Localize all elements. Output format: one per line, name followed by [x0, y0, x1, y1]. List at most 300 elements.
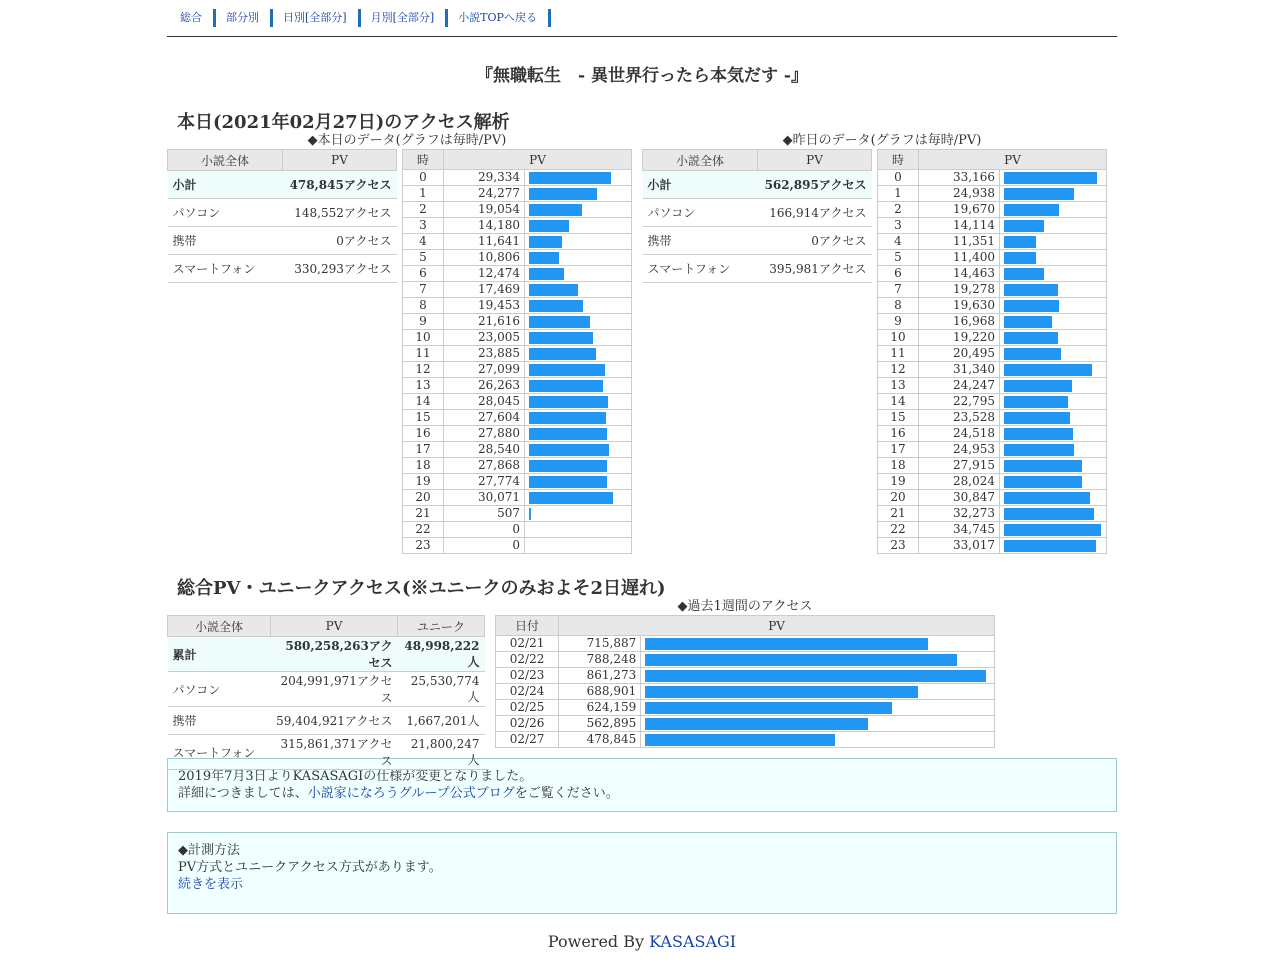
hour-cell: 9 — [878, 314, 919, 330]
summary-row — [168, 171, 397, 199]
pv-bar — [529, 492, 613, 504]
pv-bar — [1004, 348, 1061, 360]
pv-cell: 11,351 — [919, 234, 1000, 250]
pv-bar — [1004, 204, 1059, 216]
hour-row — [403, 282, 632, 298]
bar-cell — [525, 458, 632, 474]
totals-pv: 580,258,263アクセス — [271, 637, 398, 672]
weekly-pv-bar — [645, 670, 986, 682]
pv-cell: 22,795 — [919, 394, 1000, 410]
totals-unique: 25,530,774人 — [398, 672, 485, 707]
bar-cell — [641, 732, 995, 748]
hour-row — [403, 170, 632, 186]
hour-row — [878, 250, 1107, 266]
pv-bar — [529, 268, 564, 280]
totals-unique: 21,800,247人 — [398, 735, 485, 770]
pv-cell: 17,469 — [444, 282, 525, 298]
official-blog-link[interactable]: 小説家になろうグループ公式ブログ — [307, 786, 515, 801]
daily-tables — [167, 132, 1117, 562]
bar-cell — [1000, 426, 1107, 442]
hour-cell: 12 — [403, 362, 444, 378]
pv-bar — [1004, 364, 1092, 376]
pv-cell: 19,278 — [919, 282, 1000, 298]
bar-cell — [525, 378, 632, 394]
hour-row — [878, 186, 1107, 202]
hour-row — [403, 474, 632, 490]
nav-item[interactable]: 日別[全部分] — [278, 9, 361, 27]
hour-row — [403, 378, 632, 394]
hour-cell: 2 — [403, 202, 444, 218]
hour-row — [878, 314, 1107, 330]
bar-cell — [525, 490, 632, 506]
notice-line2 — [178, 785, 1106, 802]
bar-cell — [1000, 506, 1107, 522]
totals-unique: 1,667,201人 — [398, 707, 485, 735]
header-pv: PV — [283, 150, 397, 171]
pv-cell: 11,400 — [919, 250, 1000, 266]
bar-cell — [1000, 330, 1107, 346]
hour-cell: 19 — [878, 474, 919, 490]
date-cell: 02/21 — [496, 636, 559, 652]
hour-row — [878, 330, 1107, 346]
totals-label: パソコン — [168, 672, 271, 707]
pv-cell: 27,915 — [919, 458, 1000, 474]
weekly-pv-bar — [645, 654, 957, 666]
hour-row — [403, 458, 632, 474]
weekly-block — [495, 598, 995, 748]
pv-bar — [1004, 300, 1059, 312]
summary-value: 166,914アクセス — [758, 199, 872, 227]
summary-label: パソコン — [168, 199, 283, 227]
hour-row — [403, 410, 632, 426]
pv-cell: 28,540 — [444, 442, 525, 458]
pv-bar — [1004, 428, 1073, 440]
header-date: 日付 — [496, 616, 559, 636]
hour-cell: 15 — [878, 410, 919, 426]
hour-row — [878, 202, 1107, 218]
pv-cell: 562,895 — [559, 716, 641, 732]
pv-bar — [1004, 236, 1036, 248]
hour-row — [878, 442, 1107, 458]
pv-cell: 0 — [444, 522, 525, 538]
pv-bar — [1004, 332, 1058, 344]
pv-cell: 27,868 — [444, 458, 525, 474]
pv-cell: 861,273 — [559, 668, 641, 684]
bar-cell — [1000, 394, 1107, 410]
hour-row — [878, 538, 1107, 554]
hour-row — [403, 314, 632, 330]
measurement-body: PV方式とユニークアクセス方式があります。 — [178, 860, 442, 875]
hour-cell: 14 — [878, 394, 919, 410]
hour-row — [878, 490, 1107, 506]
header-pv: PV — [919, 150, 1107, 170]
summary-label: 小計 — [643, 171, 758, 199]
hour-row — [878, 266, 1107, 282]
hour-row — [878, 282, 1107, 298]
bar-cell — [1000, 378, 1107, 394]
pv-cell: 16,968 — [919, 314, 1000, 330]
summary-value: 148,552アクセス — [283, 199, 397, 227]
summary-label: 小計 — [168, 171, 283, 199]
hour-cell: 4 — [878, 234, 919, 250]
pv-bar — [529, 428, 607, 440]
header-hour: 時 — [878, 150, 919, 170]
bar-cell — [525, 282, 632, 298]
pv-bar — [529, 348, 596, 360]
summary-row — [643, 227, 872, 255]
hour-row — [403, 266, 632, 282]
bar-cell — [1000, 474, 1107, 490]
today-hourly-table — [402, 149, 632, 554]
hour-row — [403, 394, 632, 410]
totals-pv: 204,991,971アクセス — [271, 672, 398, 707]
nav-item[interactable]: 月別[全部分] — [366, 9, 449, 27]
pv-cell: 788,248 — [559, 652, 641, 668]
top-nav — [167, 0, 1117, 37]
hour-row — [878, 362, 1107, 378]
bar-cell — [525, 474, 632, 490]
hour-cell: 12 — [878, 362, 919, 378]
pv-cell: 23,885 — [444, 346, 525, 362]
summary-value: 562,895アクセス — [758, 171, 872, 199]
hour-cell: 20 — [878, 490, 919, 506]
bar-cell — [525, 506, 632, 522]
hour-row — [878, 218, 1107, 234]
summary-row — [643, 199, 872, 227]
hour-cell: 17 — [403, 442, 444, 458]
bar-cell — [1000, 202, 1107, 218]
bar-cell — [641, 684, 995, 700]
pv-cell: 33,017 — [919, 538, 1000, 554]
pv-cell: 24,518 — [919, 426, 1000, 442]
pv-cell: 688,901 — [559, 684, 641, 700]
weekly-row — [496, 700, 995, 716]
pv-cell: 19,670 — [919, 202, 1000, 218]
pv-cell: 27,099 — [444, 362, 525, 378]
pv-bar — [529, 316, 590, 328]
pv-cell: 14,114 — [919, 218, 1000, 234]
bar-cell — [525, 330, 632, 346]
header-unique: ユニーク — [398, 616, 485, 637]
pv-cell: 24,277 — [444, 186, 525, 202]
hour-cell: 6 — [878, 266, 919, 282]
hour-row — [878, 506, 1107, 522]
hour-cell: 20 — [403, 490, 444, 506]
bar-cell — [641, 700, 995, 716]
bar-cell — [641, 652, 995, 668]
hour-row — [403, 346, 632, 362]
nav-item[interactable]: 部分別 — [221, 9, 273, 27]
pv-bar — [529, 252, 559, 264]
bar-cell — [1000, 442, 1107, 458]
pv-bar — [1004, 284, 1058, 296]
today-caption: ◆本日のデータ(グラフは毎時/PV) — [307, 133, 507, 148]
pv-bar — [1004, 188, 1074, 200]
hour-cell: 17 — [878, 442, 919, 458]
pv-cell: 30,847 — [919, 490, 1000, 506]
bar-cell — [525, 346, 632, 362]
hour-cell: 2 — [878, 202, 919, 218]
pv-bar — [529, 508, 531, 520]
pv-cell: 624,159 — [559, 700, 641, 716]
bar-cell — [525, 538, 632, 554]
hour-cell: 7 — [878, 282, 919, 298]
today-section-title: 本日(2021年02月27日)のアクセス解析 — [177, 112, 510, 133]
pv-cell: 12,474 — [444, 266, 525, 282]
weekly-pv-bar — [645, 702, 892, 714]
bar-cell — [1000, 282, 1107, 298]
summary-row — [168, 255, 397, 283]
hour-row — [403, 218, 632, 234]
hour-row — [403, 250, 632, 266]
weekly-row — [496, 732, 995, 748]
header-hour: 時 — [403, 150, 444, 170]
hour-cell: 23 — [878, 538, 919, 554]
pv-bar — [1004, 524, 1101, 536]
pv-bar — [529, 460, 607, 472]
bar-cell — [1000, 538, 1107, 554]
bar-cell — [1000, 266, 1107, 282]
weekly-pv-bar — [645, 686, 918, 698]
pv-cell: 14,463 — [919, 266, 1000, 282]
pv-cell: 30,071 — [444, 490, 525, 506]
totals-label: 累計 — [168, 637, 271, 672]
summary-value: 0アクセス — [758, 227, 872, 255]
hour-row — [878, 394, 1107, 410]
bar-cell — [1000, 346, 1107, 362]
totals-row — [168, 672, 485, 707]
bar-cell — [525, 298, 632, 314]
totals-unique: 48,998,222人 — [398, 637, 485, 672]
pv-bar — [1004, 444, 1074, 456]
pv-cell: 20,495 — [919, 346, 1000, 362]
hour-row — [403, 186, 632, 202]
kasasagi-link[interactable]: KASASAGI — [649, 932, 737, 951]
pv-bar — [1004, 380, 1072, 392]
pv-cell: 29,334 — [444, 170, 525, 186]
pv-bar — [1004, 396, 1068, 408]
today-summary-table — [167, 149, 397, 283]
bar-cell — [525, 362, 632, 378]
pv-bar — [1004, 508, 1094, 520]
hour-cell: 5 — [878, 250, 919, 266]
pv-cell: 28,045 — [444, 394, 525, 410]
pv-cell: 24,247 — [919, 378, 1000, 394]
hour-cell: 11 — [878, 346, 919, 362]
hour-cell: 21 — [403, 506, 444, 522]
bar-cell — [525, 314, 632, 330]
bar-cell — [1000, 250, 1107, 266]
hour-cell: 3 — [878, 218, 919, 234]
pv-cell: 23,005 — [444, 330, 525, 346]
pv-cell: 0 — [444, 538, 525, 554]
bar-cell — [525, 522, 632, 538]
header-pv: PV — [444, 150, 632, 170]
totals-label: スマートフォン — [168, 735, 271, 770]
hour-cell: 8 — [878, 298, 919, 314]
pv-cell: 27,604 — [444, 410, 525, 426]
page — [167, 0, 1117, 951]
pv-cell: 19,054 — [444, 202, 525, 218]
hour-cell: 6 — [403, 266, 444, 282]
date-cell: 02/27 — [496, 732, 559, 748]
bar-cell — [1000, 410, 1107, 426]
weekly-pv-bar — [645, 638, 928, 650]
footer-prefix: Powered By — [547, 932, 650, 951]
hour-row — [878, 426, 1107, 442]
summary-value: 478,845アクセス — [283, 171, 397, 199]
novel-title: 『無職転生 - 異世界行ったら本気だす -』 — [476, 66, 808, 86]
bar-cell — [1000, 458, 1107, 474]
pv-cell: 10,806 — [444, 250, 525, 266]
pv-cell: 24,938 — [919, 186, 1000, 202]
pv-bar — [529, 380, 603, 392]
hour-cell: 9 — [403, 314, 444, 330]
hour-cell: 16 — [878, 426, 919, 442]
date-cell: 02/25 — [496, 700, 559, 716]
bar-cell — [1000, 170, 1107, 186]
totals-label: 携帯 — [168, 707, 271, 735]
hour-cell: 0 — [878, 170, 919, 186]
pv-bar — [529, 204, 582, 216]
hour-cell: 23 — [403, 538, 444, 554]
summary-value: 395,981アクセス — [758, 255, 872, 283]
pv-cell: 715,887 — [559, 636, 641, 652]
hour-row — [403, 298, 632, 314]
summary-row — [168, 227, 397, 255]
hour-row — [878, 298, 1107, 314]
pv-cell: 34,745 — [919, 522, 1000, 538]
pv-cell: 32,273 — [919, 506, 1000, 522]
pv-cell: 19,630 — [919, 298, 1000, 314]
hour-row — [878, 522, 1107, 538]
bar-cell — [1000, 234, 1107, 250]
hour-cell: 3 — [403, 218, 444, 234]
nav-item[interactable]: 小説TOPへ戻る — [453, 9, 551, 27]
hour-row — [403, 490, 632, 506]
header-pv: PV — [271, 616, 398, 637]
pv-bar — [529, 364, 605, 376]
pv-cell: 27,880 — [444, 426, 525, 442]
pv-bar — [529, 220, 569, 232]
hour-cell: 21 — [878, 506, 919, 522]
bar-cell — [1000, 186, 1107, 202]
hour-row — [878, 474, 1107, 490]
nav-item[interactable]: 総合 — [175, 9, 216, 27]
bar-cell — [525, 266, 632, 282]
totals-row — [168, 637, 485, 672]
yesterday-caption: ◆昨日のデータ(グラフは毎時/PV) — [782, 133, 982, 148]
yesterday-summary-block — [642, 132, 872, 283]
pv-bar — [529, 300, 583, 312]
header-pv: PV — [559, 616, 995, 636]
summary-label: 携帯 — [168, 227, 283, 255]
hour-cell: 1 — [878, 186, 919, 202]
bar-cell — [641, 636, 995, 652]
hour-cell: 7 — [403, 282, 444, 298]
hour-row — [878, 378, 1107, 394]
pv-bar — [1004, 268, 1044, 280]
pv-bar — [529, 332, 593, 344]
pv-cell: 19,453 — [444, 298, 525, 314]
pv-bar — [529, 188, 597, 200]
pv-bar — [529, 476, 607, 488]
hour-row — [403, 442, 632, 458]
notice-line2-post: をご覧ください。 — [514, 786, 619, 801]
hour-cell: 1 — [403, 186, 444, 202]
summary-row — [168, 199, 397, 227]
totals-row — [168, 735, 485, 770]
hour-row — [403, 234, 632, 250]
notice-line2-pre: 詳細につきましては、 — [178, 786, 308, 801]
yesterday-summary-table — [642, 149, 872, 283]
notice-line1: 2019年7月3日よりKASASAGIの仕様が変更となりました。 — [178, 769, 533, 784]
pv-bar — [1004, 172, 1097, 184]
bar-cell — [525, 442, 632, 458]
totals-row — [168, 707, 485, 735]
pv-cell: 23,528 — [919, 410, 1000, 426]
hour-row — [403, 202, 632, 218]
hour-row — [878, 410, 1107, 426]
summary-label: 携帯 — [643, 227, 758, 255]
hour-row — [878, 346, 1107, 362]
header-novel: 小説全体 — [643, 150, 758, 171]
pv-bar — [1004, 220, 1044, 232]
yesterday-hourly-table — [877, 149, 1107, 554]
pv-bar — [1004, 252, 1036, 264]
bar-cell — [525, 186, 632, 202]
bar-cell — [525, 394, 632, 410]
show-more-link[interactable]: 続きを表示 — [178, 877, 244, 892]
pv-cell: 21,616 — [444, 314, 525, 330]
pv-bar — [1004, 476, 1082, 488]
hour-cell: 15 — [403, 410, 444, 426]
pv-bar — [1004, 460, 1082, 472]
hour-cell: 19 — [403, 474, 444, 490]
date-cell: 02/22 — [496, 652, 559, 668]
hour-cell: 0 — [403, 170, 444, 186]
pv-cell: 507 — [444, 506, 525, 522]
summary-label: スマートフォン — [168, 255, 283, 283]
header-pv: PV — [758, 150, 872, 171]
summary-value: 330,293アクセス — [283, 255, 397, 283]
hour-cell: 13 — [403, 378, 444, 394]
totals-area — [167, 598, 1117, 768]
hour-cell: 22 — [878, 522, 919, 538]
summary-value: 0アクセス — [283, 227, 397, 255]
date-cell: 02/26 — [496, 716, 559, 732]
pv-cell: 478,845 — [559, 732, 641, 748]
hour-cell: 8 — [403, 298, 444, 314]
totals-section-title: 総合PV・ユニークアクセス(※ユニークのみおよそ2日遅れ) — [177, 578, 666, 599]
hour-cell: 22 — [403, 522, 444, 538]
pv-bar — [529, 444, 609, 456]
hour-cell: 13 — [878, 378, 919, 394]
pv-cell: 11,641 — [444, 234, 525, 250]
measurement-title: ◆計測方法 — [178, 843, 240, 858]
pv-bar — [1004, 540, 1096, 552]
bar-cell — [1000, 218, 1107, 234]
hour-row — [878, 170, 1107, 186]
pv-bar — [529, 172, 611, 184]
hour-row — [403, 522, 632, 538]
pv-cell: 28,024 — [919, 474, 1000, 490]
bar-cell — [525, 250, 632, 266]
bar-cell — [525, 410, 632, 426]
summary-row — [643, 171, 872, 199]
hour-row — [403, 362, 632, 378]
pv-cell: 27,774 — [444, 474, 525, 490]
